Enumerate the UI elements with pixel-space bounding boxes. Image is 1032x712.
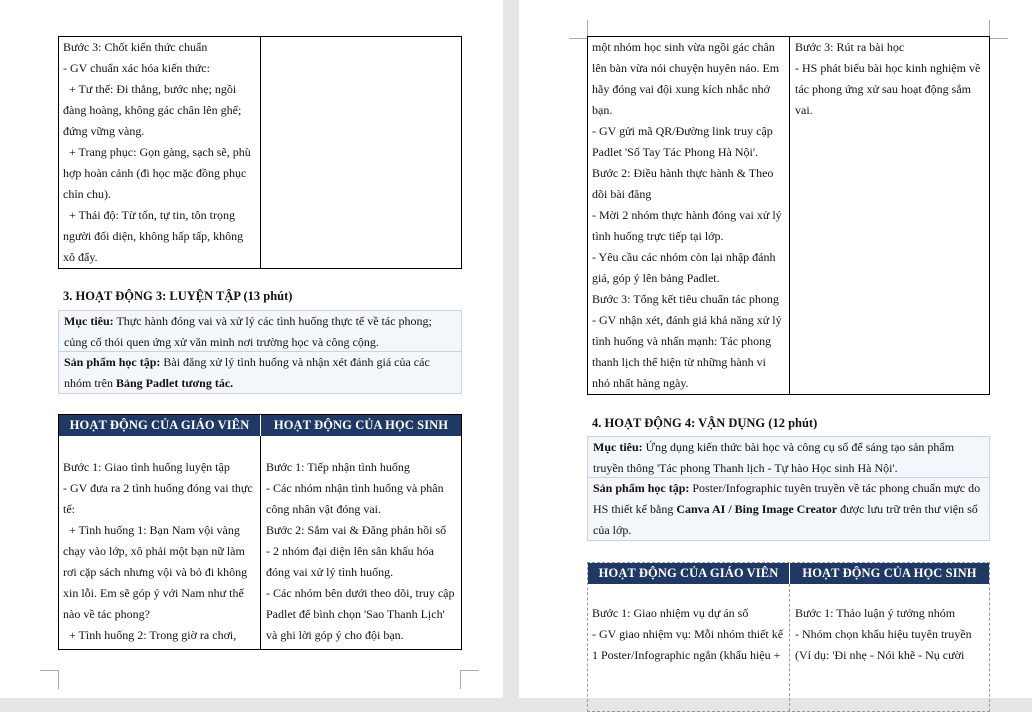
text-line: - GV giao nhiệm vụ: Mỗi nhóm thiết kế (592, 627, 784, 641)
text-line: hợp hoàn cảnh (đi học mặc đồng phục (63, 166, 247, 180)
text-line: Bước 2: Điều hành thực hành & Theo (592, 166, 774, 180)
text-line: chỉn chu). (63, 187, 111, 201)
goal-text: Thực hành đóng vai và xử lý các tình huống thực tế về tác phong; (116, 314, 432, 328)
text-line: xin lỗi. Em sẽ góp ý với Nam như thế (63, 586, 244, 600)
text-line: 1 Poster/Infographic ngắn (khẩu hiệu + (592, 648, 781, 662)
table-header-row (59, 415, 461, 436)
text-line: - GV chuẩn xác hóa kiến thức: (63, 61, 210, 75)
text-line: vai. (795, 103, 813, 117)
text-line: công nhân vật đóng vai. (266, 502, 381, 516)
product-box (58, 352, 462, 394)
text-line: giá, góp ý lên bảng Padlet. (592, 271, 720, 285)
text-line: rơi cặp sách nhưng vội và bỏ đi không (63, 565, 248, 579)
product-text: Bài đăng xử lý tình huống và nhận xét đánh giá của các (163, 355, 430, 369)
goal-label: Mục tiêu: (593, 440, 643, 454)
text-line: hãy đóng vai đội xung kích nhắc nhở (592, 82, 770, 96)
table-header-row (588, 563, 989, 584)
text-line: - Các nhóm nhận tình huống và phân (266, 481, 444, 495)
text-line: tình huống và nhấn mạnh: Tác phong (592, 334, 772, 348)
crop-mark (460, 670, 479, 689)
text-line: bạn. (592, 103, 613, 117)
goal-box (587, 436, 990, 478)
text-line: nào về tác phong? (63, 607, 150, 621)
product-text: được lưu trữ trên thư viện số (837, 502, 978, 516)
text-line: dõi bài đăng (592, 187, 652, 201)
product-text: nhóm trên (64, 376, 116, 390)
crop-mark (569, 20, 588, 39)
product-text: Poster/Infographic tuyên truyền về tác phong chuẩn mực do (692, 481, 981, 495)
teacher-activity-cell (59, 37, 260, 268)
product-text: HS thiết kế bằng (593, 502, 677, 516)
text-line: + Tình huống 1: Bạn Nam vội vàng (63, 523, 240, 537)
text-line: - Nhóm chọn khẩu hiệu tuyên truyền (795, 627, 972, 641)
text-line: Bước 3: Rút ra bài học (795, 40, 905, 54)
text-line: đàng hoàng, không gác chân lên ghế; (63, 103, 242, 117)
text-line: - GV nhận xét, đánh giá khả năng xử lý (592, 313, 782, 327)
text-line: Bước 1: Tiếp nhận tình huống (266, 460, 410, 474)
document-page-left (0, 0, 503, 698)
text-line: + Tình huống 2: Trong giờ ra chơi, (63, 628, 237, 642)
text-line: Bước 3: Tổng kết tiêu chuẩn tác phong (592, 292, 779, 306)
text-line: Bước 2: Sắm vai & Đăng phản hồi số (266, 523, 447, 537)
teacher-activity-cell (588, 603, 789, 666)
text-line: Padlet để bình chọn 'Sao Thanh Lịch' (266, 607, 445, 621)
activity-table (58, 414, 462, 650)
student-activity-cell (790, 37, 989, 121)
text-line: Bước 1: Thảo luận ý tưởng nhóm (795, 606, 956, 620)
product-label: Sản phẩm học tập: (593, 481, 690, 495)
text-line: Bước 3: Chốt kiến thức chuẩn (63, 40, 208, 54)
goal-text: củng cố thói quen ứng xử văn minh nơi trường học và công cộng. (64, 335, 379, 349)
header-teacher: HOẠT ĐỘNG CỦA GIÁO VIÊN (69, 418, 250, 432)
text-line: tác phong ứng xử sau hoạt động sắm (795, 82, 971, 96)
activity-table (587, 562, 990, 712)
product-text: của lớp. (593, 523, 632, 537)
text-line: xô đẩy. (63, 250, 98, 264)
text-line: Bước 1: Giao tình huống luyện tập (63, 460, 230, 474)
product-box (587, 478, 990, 541)
student-activity-cell (790, 603, 989, 666)
header-teacher: HOẠT ĐỘNG CỦA GIÁO VIÊN (598, 566, 779, 580)
lesson-table-continued (587, 36, 990, 395)
header-student: HOẠT ĐỘNG CỦA HỌC SINH (273, 418, 449, 432)
lesson-table-continued (58, 36, 462, 269)
text-line: tình huống trực tiếp tại lớp. (592, 229, 724, 243)
header-student: HOẠT ĐỘNG CỦA HỌC SINH (802, 566, 977, 580)
text-line: + Trang phục: Gọn gàng, sạch sẽ, phù (63, 145, 251, 159)
text-line: - Yêu cầu các nhóm còn lại nhập đánh (592, 250, 776, 264)
section-heading: 4. HOẠT ĐỘNG 4: VẬN DỤNG (12 phút) (592, 416, 818, 430)
goal-label: Mục tiêu: (64, 314, 114, 328)
text-line: - GV đưa ra 2 tình huống đóng vai thực (63, 481, 253, 495)
text-line: lên bàn vừa nói chuyện huyên náo. Em (592, 61, 780, 75)
text-line: người đối diện, không hấp tấp, không (63, 229, 244, 243)
teacher-activity-cell (588, 37, 789, 394)
text-line: và ghi lời góp ý cho đội bạn. (266, 628, 404, 642)
goal-text: Ứng dụng kiến thức bài học và công cụ số để sáng tạo sản phẩm (645, 440, 955, 454)
text-line: + Tư thế: Đi thẳng, bước nhẹ; ngồi (63, 82, 237, 96)
text-line: thanh lịch thể hiện từ những hành vi (592, 355, 766, 369)
text-line: đứng vững vàng. (63, 124, 145, 138)
product-label: Sản phẩm học tập: (64, 355, 161, 369)
student-activity-cell (261, 457, 461, 646)
text-line: (Ví dụ: 'Đi nhẹ - Nói khẽ - Nụ cười (795, 648, 965, 662)
text-line: nhỏ nhất hàng ngày. (592, 376, 689, 390)
document-page-right (519, 0, 1032, 698)
text-line: - Mời 2 nhóm thực hành đóng vai xử lý (592, 208, 782, 222)
product-highlight: Canva AI / Bing Image Creator (676, 502, 838, 516)
teacher-activity-cell (59, 457, 260, 646)
text-line: - 2 nhóm đại diện lên sân khấu hóa (266, 544, 434, 558)
text-line: + Thái độ: Từ tốn, tự tin, tôn trọng (63, 208, 235, 222)
text-line: chạy vào lớp, xô phải một bạn nữ làm (63, 544, 245, 558)
text-line: - GV gửi mã QR/Đường link truy cập (592, 124, 773, 138)
crop-mark (989, 20, 1008, 39)
text-line: tế: (63, 502, 75, 516)
text-line: Padlet 'Sổ Tay Tác Phong Hà Nội'. (592, 145, 759, 159)
product-highlight: Bảng Padlet tương tác. (116, 376, 234, 390)
goal-box (58, 310, 462, 352)
text-line: Bước 1: Giao nhiệm vụ dự án số (592, 606, 749, 620)
text-line: - HS phát biểu bài học kinh nghiệm về (795, 61, 981, 75)
text-line: một nhóm học sinh vừa ngồi gác chân (592, 40, 775, 54)
text-line: đóng vai xử lý tình huống. (266, 565, 394, 579)
crop-mark (40, 670, 59, 689)
text-line: - Các nhóm bên dưới theo dõi, truy cập (266, 586, 455, 600)
section-heading: 3. HOẠT ĐỘNG 3: LUYỆN TẬP (13 phút) (63, 289, 293, 303)
goal-text: truyền thông 'Tác phong Thanh lịch - Tự hào Học sinh Hà Nội'. (593, 461, 898, 475)
